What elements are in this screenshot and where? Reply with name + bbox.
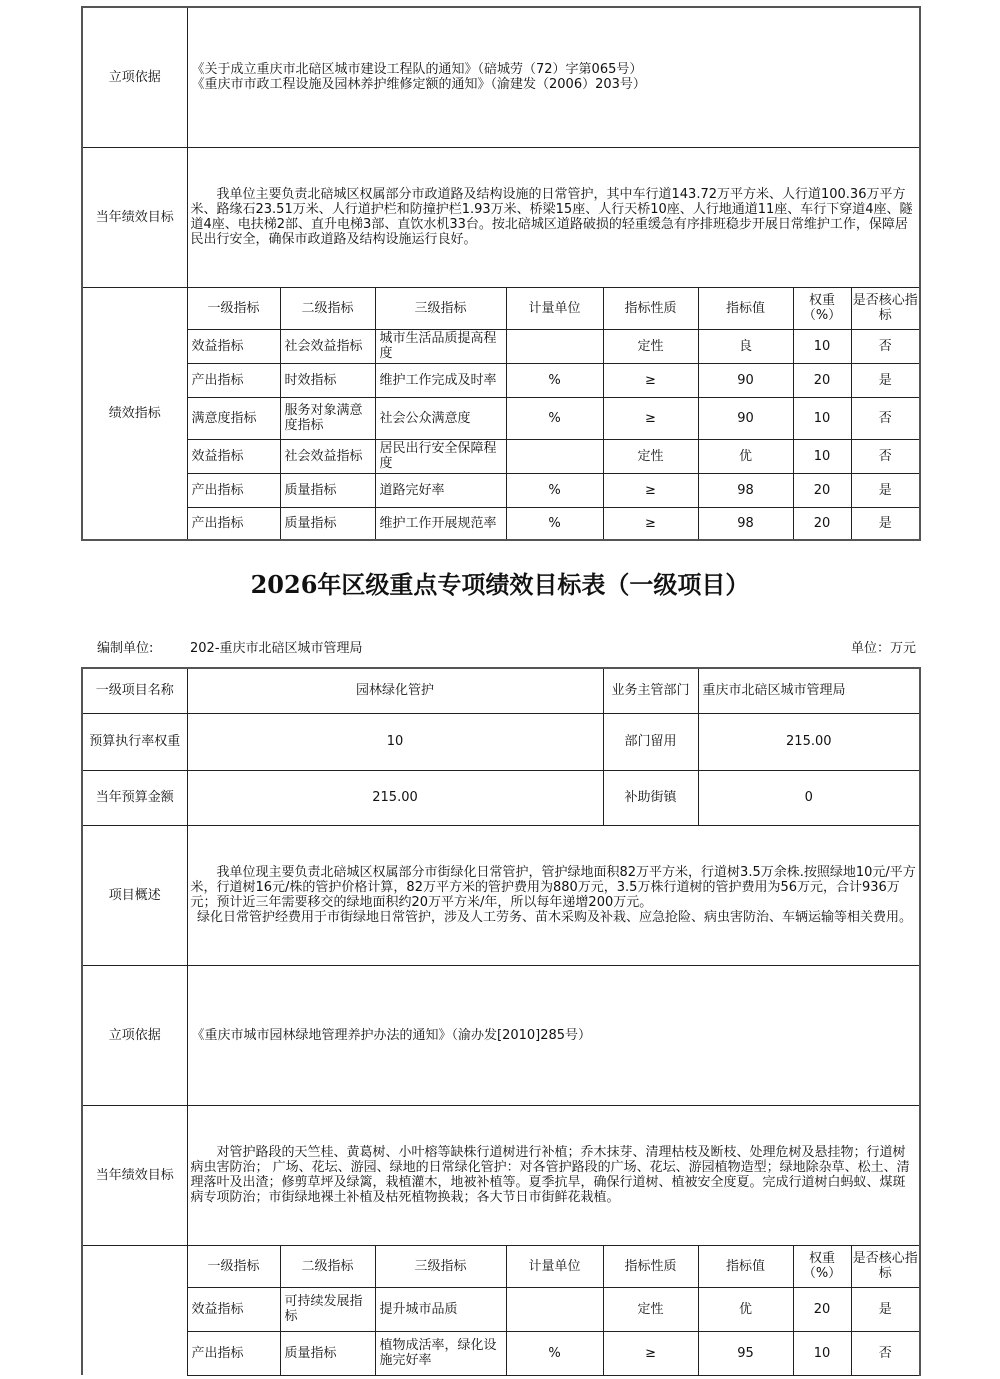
- goal-text: 对管护路段的天竺桂、黄葛树、小叶榕等缺株行道树进行补植；乔木抹芽、清理枯枝及断枝、处理危树及悬挂物；行道树病虫害防治； 广场、花坛、游园、绿地的日常绿化管护：对各管护路段的广场、花坛、游园植物造型；绿地除杂草、松土、清理落叶及出渣；修剪草坪及绿篱，栽植灌木，地被补植等。夏季抗旱，确保行道树、植被安全度夏。完成行道树白蚂蚁、煤斑病专项防治；市街绿地裸土补植及枯死植物换栽；各大节日市街鲜花栽植。: [187, 1105, 920, 1245]
- cell-unit: %: [506, 507, 603, 540]
- basis-text: 《重庆市城市园林绿地管理养护办法的通知》（渝办发[2010]285号）: [187, 965, 920, 1105]
- dept-value: 重庆市北碚区城市管理局: [698, 668, 920, 713]
- dept-reserve-value: 215.00: [698, 713, 920, 770]
- indicator-row: [82, 397, 920, 439]
- basis-content: [187, 7, 920, 147]
- goal-row: [82, 147, 920, 287]
- indicator-row: [82, 1287, 920, 1331]
- dept-reserve-label: 部门留用: [603, 713, 698, 770]
- cell-level2: 质量指标: [280, 473, 375, 507]
- header-level3: 三级指标: [375, 1245, 506, 1287]
- cell-value: 优: [698, 439, 793, 473]
- cell-core: 否: [851, 397, 920, 439]
- cell-level3: 维护工作完成及时率: [375, 363, 506, 397]
- cell-level1: 产出指标: [187, 363, 280, 397]
- header-nature: 指标性质: [603, 1245, 698, 1287]
- basis-label: 立项依据: [82, 7, 187, 147]
- header-level2: 二级指标: [280, 287, 375, 329]
- cell-unit: [506, 1287, 603, 1331]
- subsidy-label: 补助街镇: [603, 770, 698, 825]
- cell-level3: 道路完好率: [375, 473, 506, 507]
- project-name-value: 园林绿化管护: [187, 668, 603, 713]
- goal-label: 当年绩效目标: [82, 1105, 187, 1245]
- basis-row: [82, 965, 920, 1105]
- cell-weight: 20: [793, 363, 851, 397]
- indicator-row: [82, 507, 920, 540]
- dept-label: 业务主管部门: [603, 668, 698, 713]
- cell-unit: %: [506, 1331, 603, 1375]
- cell-value: 90: [698, 397, 793, 439]
- cell-level2: 质量指标: [280, 1331, 375, 1375]
- cell-level2: 社会效益指标: [280, 439, 375, 473]
- cell-unit: [506, 439, 603, 473]
- header-weight: 权重（%）: [793, 1245, 851, 1287]
- header-nature: 指标性质: [603, 287, 698, 329]
- header-value: 指标值: [698, 287, 793, 329]
- compiler-value: 202-重庆市北碚区城市管理局: [190, 641, 363, 656]
- cell-level1: 产出指标: [187, 1331, 280, 1375]
- cell-nature: ≥: [603, 507, 698, 540]
- budget-value: 215.00: [187, 770, 603, 825]
- header-level2: 二级指标: [280, 1245, 375, 1287]
- unit-label: 单位：万元: [850, 641, 916, 656]
- header-core: 是否核心指标: [851, 287, 920, 329]
- cell-core: 是: [851, 363, 920, 397]
- cell-value: 90: [698, 363, 793, 397]
- cell-level2: 可持续发展指标: [280, 1287, 375, 1331]
- header-weight: 权重（%）: [793, 287, 851, 329]
- cell-nature: 定性: [603, 1287, 698, 1331]
- cell-level1: 效益指标: [187, 439, 280, 473]
- exec-weight-value: 10: [187, 713, 603, 770]
- cell-level1: 效益指标: [187, 329, 280, 363]
- cell-core: 否: [851, 329, 920, 363]
- cell-weight: 20: [793, 473, 851, 507]
- cell-weight: 20: [793, 507, 851, 540]
- header-level1: 一级指标: [187, 1245, 280, 1287]
- cell-value: 95: [698, 1331, 793, 1375]
- header-unit: 计量单位: [506, 287, 603, 329]
- cell-weight: 10: [793, 439, 851, 473]
- cell-weight: 10: [793, 1331, 851, 1375]
- cell-value: 优: [698, 1287, 793, 1331]
- header-core: 是否核心指标: [851, 1245, 920, 1287]
- cell-level3: 维护工作开展规范率: [375, 507, 506, 540]
- cell-level1: 产出指标: [187, 507, 280, 540]
- cell-weight: 10: [793, 397, 851, 439]
- basis-label: 立项依据: [82, 965, 187, 1105]
- compiler-label: 编制单位:: [97, 641, 154, 656]
- header-value: 指标值: [698, 1245, 793, 1287]
- overview-content: [187, 825, 920, 965]
- cell-level1: 满意度指标: [187, 397, 280, 439]
- cell-level3: 植物成活率，绿化设施完好率: [375, 1331, 506, 1375]
- section1-table: [81, 6, 921, 541]
- cell-nature: ≥: [603, 363, 698, 397]
- project-name-row: [82, 668, 920, 713]
- section2-table: [81, 667, 921, 1376]
- cell-unit: %: [506, 397, 603, 439]
- cell-value: 98: [698, 507, 793, 540]
- cell-level1: 产出指标: [187, 473, 280, 507]
- goal-row: [82, 1105, 920, 1245]
- overview-paragraph: 我单位现主要负责北碚城区权属部分市街绿化日常管护，管护绿地面积82万平方米，行道树3.5万余株.按照绿地10元/平方米，行道树16元/株的管护价格计算，82万平方米的管护费用为880万元，3.5万株行道树的管护费用为56万元，合计936万元；预计近三年需要移交的绿地面积约20万平方米/年，所以每年递增200万元。: [190, 865, 916, 910]
- header-level1: 一级指标: [187, 287, 280, 329]
- cell-core: 否: [851, 1331, 920, 1375]
- header-level3: 三级指标: [375, 287, 506, 329]
- overview-row: [82, 825, 920, 965]
- indicator-row: [82, 329, 920, 363]
- basis-row: [82, 7, 920, 147]
- cell-level2: 时效指标: [280, 363, 375, 397]
- cell-level3: 提升城市品质: [375, 1287, 506, 1331]
- cell-nature: ≥: [603, 1331, 698, 1375]
- indicator-row: [82, 439, 920, 473]
- header-unit: 计量单位: [506, 1245, 603, 1287]
- overview-paragraph: 绿化日常管护经费用于市街绿地日常管护，涉及人工劳务、苗木采购及补栽、应急抢险、病虫害防治、车辆运输等相关费用。: [197, 910, 913, 925]
- cell-level1: 效益指标: [187, 1287, 280, 1331]
- cell-weight: 10: [793, 329, 851, 363]
- cell-unit: %: [506, 473, 603, 507]
- cell-unit: [506, 329, 603, 363]
- indicator-header-row: [82, 287, 920, 329]
- cell-core: 是: [851, 473, 920, 507]
- indicator-row: [82, 473, 920, 507]
- page-title: 2026年区级重点专项绩效目标表（一级项目）: [250, 570, 750, 599]
- overview-label: 项目概述: [82, 825, 187, 965]
- cell-level2: 服务对象满意度指标: [280, 397, 375, 439]
- budget-label: 当年预算金额: [82, 770, 187, 825]
- exec-weight-label: 预算执行率权重: [82, 713, 187, 770]
- indicator-row: [82, 363, 920, 397]
- cell-level2: 质量指标: [280, 507, 375, 540]
- subsidy-value: 0: [698, 770, 920, 825]
- basis-line: 《重庆市市政工程设施及园林养护维修定额的通知》（渝建发（2006）203号）: [191, 77, 646, 93]
- basis-line: 《关于成立重庆市北碚区城市建设工程队的通知》（碚城劳（72）字第065号）: [191, 62, 643, 78]
- cell-level3: 居民出行安全保障程度: [375, 439, 506, 473]
- cell-level3: 城市生活品质提高程度: [375, 329, 506, 363]
- goal-label: 当年绩效目标: [82, 147, 187, 287]
- cell-level2: 社会效益指标: [280, 329, 375, 363]
- indicators-label: 绩效指标: [82, 287, 187, 540]
- cell-nature: ≥: [603, 397, 698, 439]
- cell-core: 是: [851, 507, 920, 540]
- indicator-row: [82, 1331, 920, 1375]
- indicators-label-cell: [82, 1245, 187, 1375]
- cell-nature: ≥: [603, 473, 698, 507]
- indicator-header-row: [82, 1245, 920, 1287]
- exec-weight-row: [82, 713, 920, 770]
- goal-text: 我单位主要负责北碚城区权属部分市政道路及结构设施的日常管护，其中车行道143.72万平方米、人行道100.36万平方米、路缘石23.51万米、人行道护栏和防撞护栏1.93万米、桥梁15座、人行天桥10座、人行地通道11座、车行下穿道4座、隧道4座、电扶梯2部、直升电梯3部、直饮水机33台。按北碚城区道路破损的轻重缓急有序排班稳步开展日常维护工作，保障居民出行安全，确保市政道路及结构设施运行良好。: [187, 147, 920, 287]
- cell-unit: %: [506, 363, 603, 397]
- cell-level3: 社会公众满意度: [375, 397, 506, 439]
- cell-core: 是: [851, 1287, 920, 1331]
- cell-value: 98: [698, 473, 793, 507]
- cell-nature: 定性: [603, 329, 698, 363]
- cell-weight: 20: [793, 1287, 851, 1331]
- cell-core: 否: [851, 439, 920, 473]
- cell-value: 良: [698, 329, 793, 363]
- project-name-label: 一级项目名称: [82, 668, 187, 713]
- budget-row: [82, 770, 920, 825]
- cell-nature: 定性: [603, 439, 698, 473]
